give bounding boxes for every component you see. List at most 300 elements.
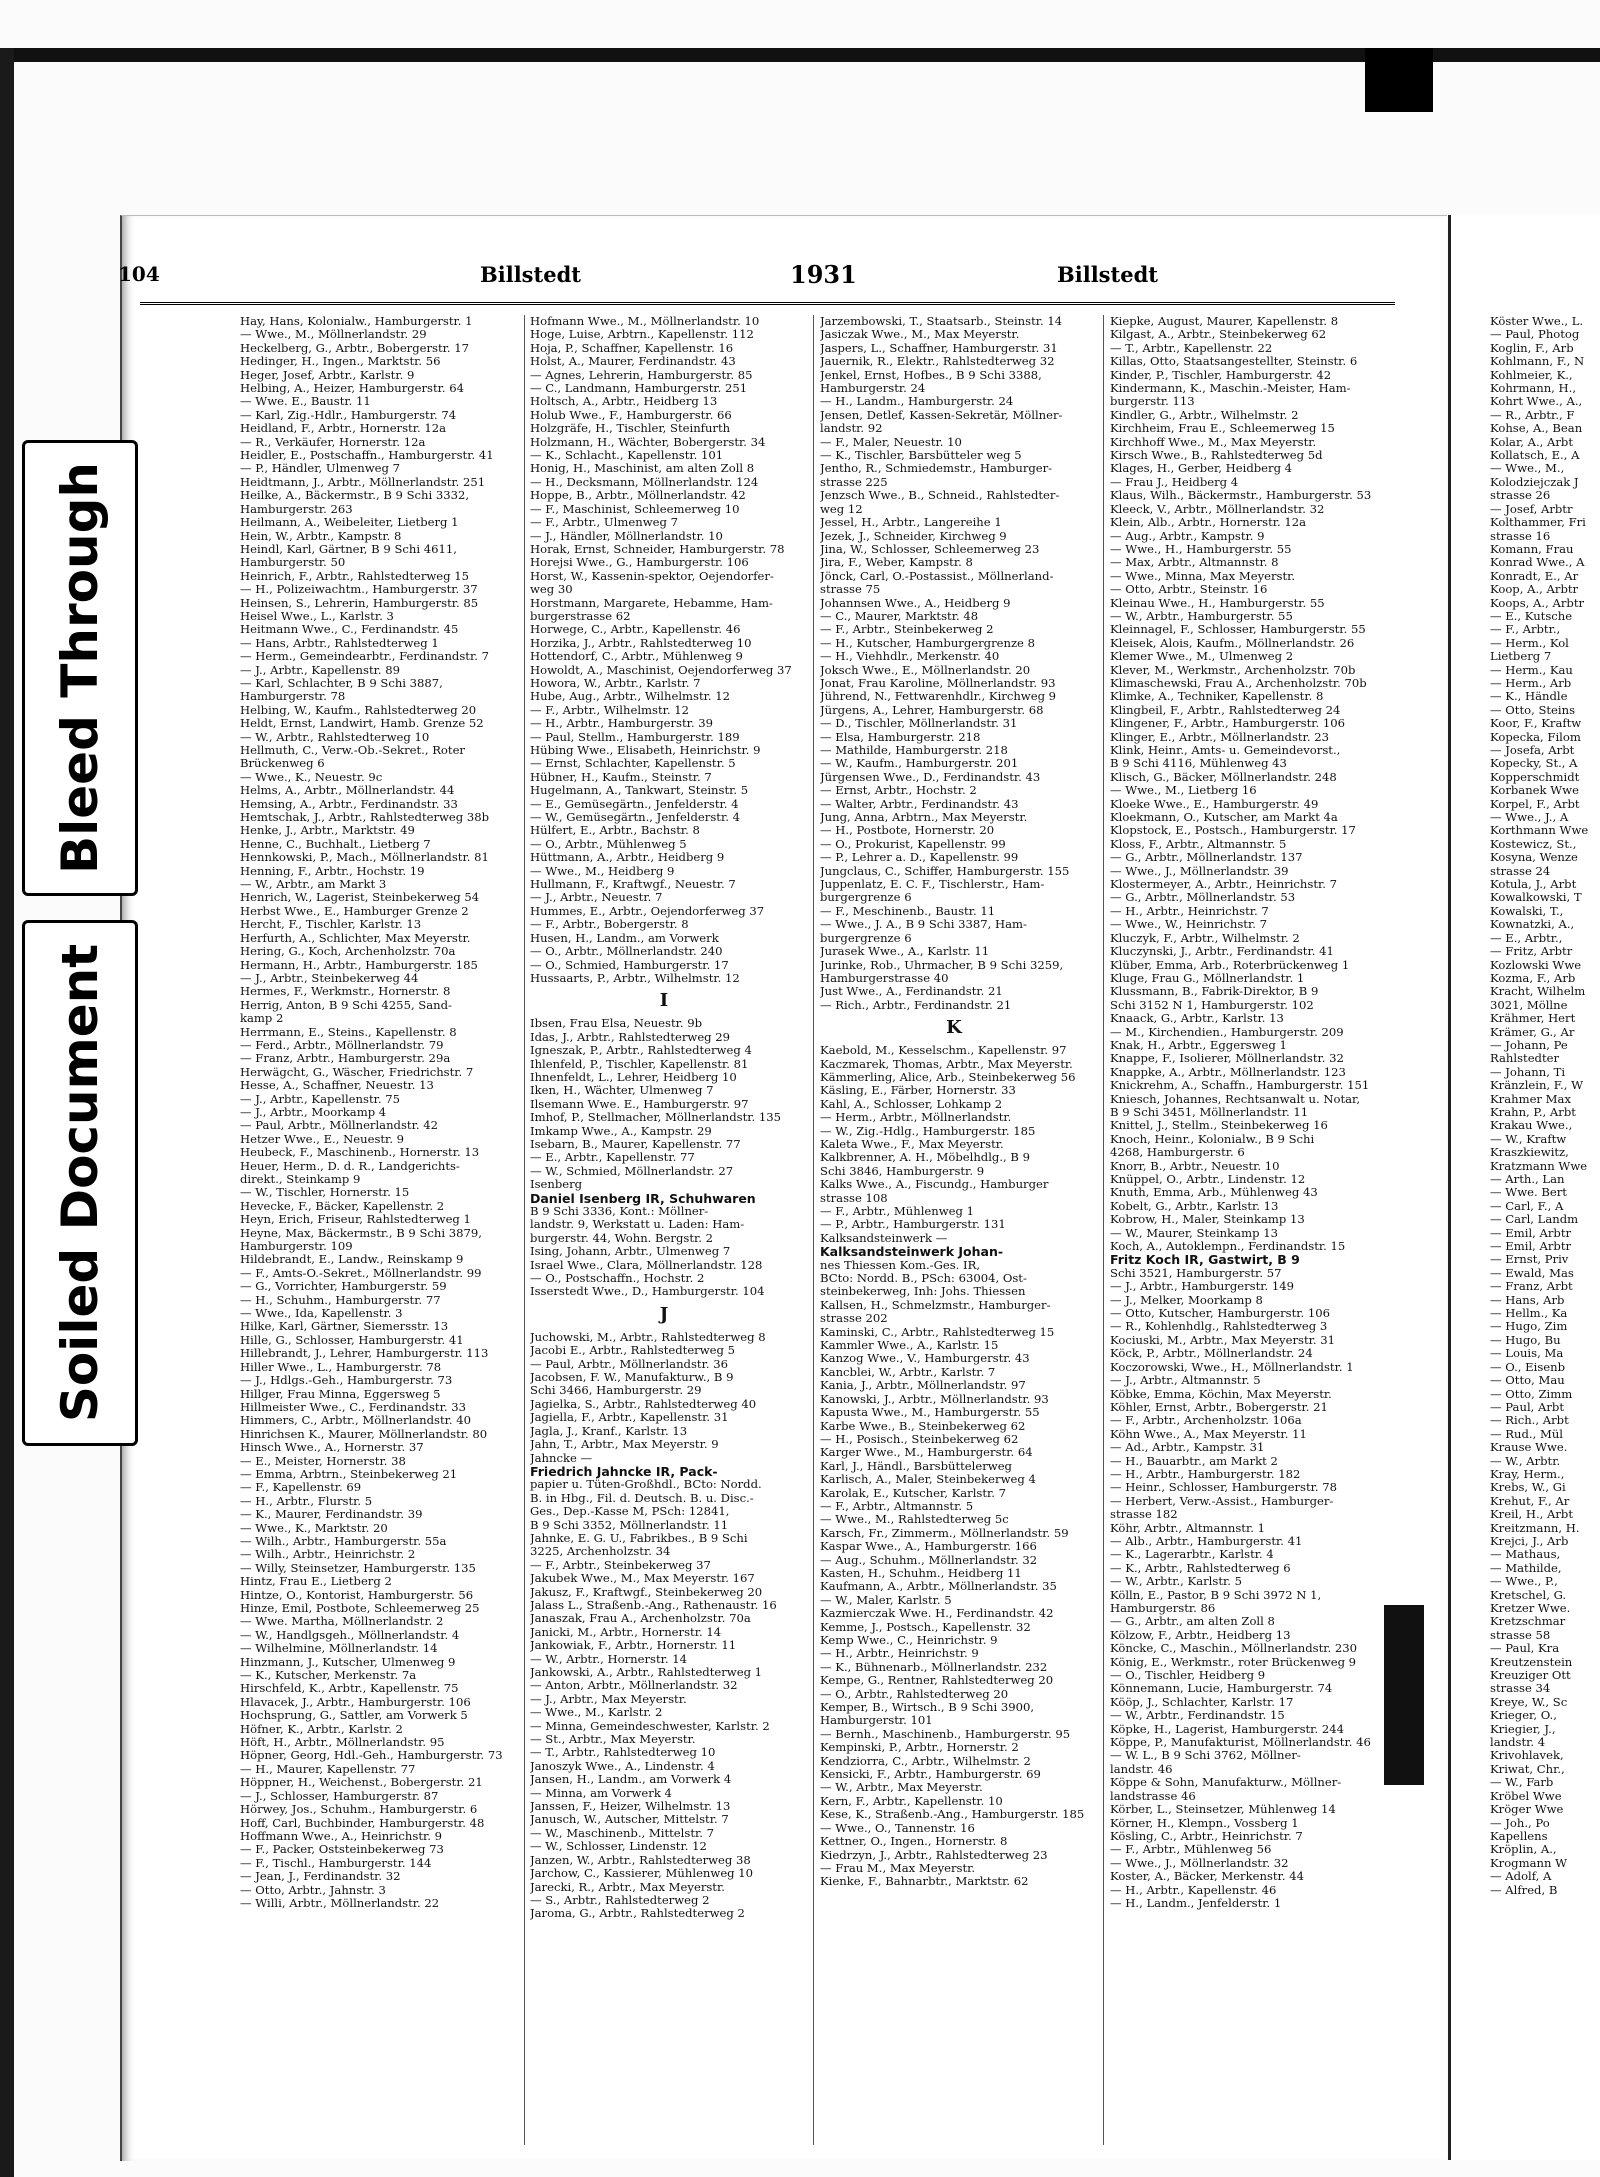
directory-entry: — Herm., Gemeindearbtr., Ferdinandstr. 7 bbox=[240, 649, 489, 664]
directory-entry: Hofmann Wwe., M., Möllnerlandstr. 10 bbox=[530, 315, 760, 328]
directory-entry: — H., Arbtr., Hamburgerstr. 182 bbox=[1110, 1466, 1301, 1481]
directory-entry: Hülfert, E., Arbtr., Bachstr. 8 bbox=[530, 823, 700, 838]
directory-entry: Hübing Wwe., Elisabeth, Heinrichstr. 9 bbox=[530, 743, 761, 757]
adjacent-page-entry: — Hugo, Zim bbox=[1490, 1319, 1568, 1334]
directory-entry: Jenkel, Ernst, Hofbes., B 9 Schi 3388, bbox=[820, 367, 1042, 382]
adjacent-page-entry: Korpel, F., Arbt bbox=[1490, 796, 1580, 811]
directory-entry: Jarchow, C., Kassierer, Mühlenweg 10 bbox=[530, 1866, 754, 1881]
adjacent-page-entry: — Mathaus, bbox=[1490, 1547, 1561, 1562]
directory-entry: Himmers, C., Arbtr., Möllnerlandstr. 40 bbox=[240, 1413, 472, 1428]
directory-entry: Janoszyk Wwe., A., Lindenstr. 4 bbox=[530, 1758, 715, 1773]
directory-entry: Kilgast, A., Arbtr., Steinbekerweg 62 bbox=[1110, 327, 1327, 342]
adjacent-page-entry: — Johann, Ti bbox=[1490, 1064, 1566, 1079]
directory-entry: Kanzog Wwe., V., Hamburgerstr. 43 bbox=[820, 1351, 1030, 1366]
directory-entry: — Herm., Arbtr., Möllnerlandstr. bbox=[820, 1110, 1012, 1125]
directory-entry: Jahnke, E. G. U., Fabrikbes., B 9 Schi bbox=[530, 1530, 748, 1545]
directory-entry: — Wwe., J., Möllnerlandstr. 32 bbox=[1110, 1855, 1289, 1870]
directory-entry: — Bernh., Maschinenb., Hamburgerstr. 95 bbox=[820, 1726, 1071, 1741]
adjacent-page-entry: Krogmann W bbox=[1490, 1855, 1568, 1870]
directory-entry: Jacobi E., Arbtr., Rahlstedterweg 5 bbox=[530, 1343, 735, 1358]
directory-entry: Kaleta Wwe., F., Max Meyerstr. bbox=[820, 1136, 1004, 1151]
directory-entry: Jaroma, G., Arbtr., Rahlstedterweg 2 bbox=[530, 1906, 745, 1921]
directory-entry: Kleisek, Alois, Kaufm., Möllnerlandstr. 26 bbox=[1110, 635, 1355, 650]
side-labels bbox=[22, 440, 132, 1440]
adjacent-page-entry: Kratzmann Wwe bbox=[1490, 1158, 1588, 1173]
adjacent-page-entry: Krebs, W., Gi bbox=[1490, 1480, 1566, 1495]
directory-entry: Hemsing, A., Arbtr., Ferdinandstr. 33 bbox=[240, 796, 458, 811]
directory-entry: Klemer Wwe., M., Ulmenweg 2 bbox=[1110, 649, 1294, 664]
directory-entry: Hochsprung, G., Sattler, am Vorwerk 5 bbox=[240, 1708, 468, 1723]
adjacent-page-entry: Kracht, Wilhelm bbox=[1490, 984, 1586, 999]
directory-entry: — Frau M., Max Meyerstr. bbox=[820, 1860, 976, 1875]
directory-entry: Kahl, A., Schlosser, Lohkamp 2 bbox=[820, 1096, 1003, 1111]
directory-entry: Kööp, J., Schlachter, Karlstr. 17 bbox=[1110, 1694, 1294, 1709]
directory-entry: weg 30 bbox=[530, 582, 573, 597]
directory-entry: — G., Arbtr., Möllnerlandstr. 137 bbox=[1110, 850, 1303, 865]
adjacent-page-entry: Kohrmann, H., bbox=[1490, 381, 1577, 396]
directory-entry: Kindermann, K., Maschin.-Meister, Ham- bbox=[1110, 381, 1351, 396]
directory-entry: Herfurth, A., Schlichter, Max Meyerstr. bbox=[240, 930, 471, 945]
directory-entry: Jagla, J., Kranf., Karlstr. 13 bbox=[530, 1423, 688, 1438]
directory-entry: — H., Arbtr., Heinrichstr. 7 bbox=[1110, 903, 1269, 918]
header-town-left: Billstedt bbox=[480, 262, 581, 287]
adjacent-page-entry: — Wwe., J., A bbox=[1490, 810, 1569, 825]
directory-entry: — Elsa, Hamburgerstr. 218 bbox=[820, 729, 981, 744]
directory-entry: — H., Arbtr., Flurstr. 5 bbox=[240, 1493, 373, 1508]
directory-entry: Schi 3466, Hamburgerstr. 29 bbox=[530, 1383, 702, 1398]
directory-entry: Henke, J., Arbtr., Marktstr. 49 bbox=[240, 823, 415, 838]
adjacent-page-entry: Kreutzenstein bbox=[1490, 1654, 1573, 1669]
directory-entry: — P., Händler, Ulmenweg 7 bbox=[240, 461, 400, 476]
directory-entry: Jagiella, F., Arbtr., Kapellenstr. 31 bbox=[530, 1410, 729, 1425]
directory-entry: — Karl, Zig.-Hdlr., Hamburgerstr. 74 bbox=[240, 407, 457, 422]
page-number: 104 bbox=[118, 262, 160, 286]
directory-entry: Kern, F., Arbtr., Kapellenstr. 10 bbox=[820, 1793, 1003, 1808]
directory-entry: — Max, Arbtr., Altmannstr. 8 bbox=[1110, 555, 1279, 570]
directory-column-4 bbox=[1110, 315, 1378, 2150]
directory-entry: — J., Händler, Möllnerlandstr. 10 bbox=[530, 528, 723, 543]
directory-entry: — Paul, Arbtr., Möllnerlandstr. 42 bbox=[240, 1118, 438, 1133]
adjacent-page-entry: — Wwe., M., bbox=[1490, 461, 1565, 476]
directory-entry: Kloss, F., Arbtr., Altmannstr. 5 bbox=[1110, 836, 1287, 851]
directory-entry: Kemme, J., Postsch., Kapellenstr. 32 bbox=[820, 1619, 1031, 1634]
directory-entry: Kociuski, M., Arbtr., Max Meyerstr. 31 bbox=[1110, 1332, 1335, 1347]
adjacent-page-entry: — Hugo, Bu bbox=[1490, 1332, 1561, 1347]
directory-entry: Hedinger, H., Ingen., Marktstr. 56 bbox=[240, 354, 441, 369]
directory-entry: — Wwe., M., Karlstr. 2 bbox=[530, 1705, 663, 1720]
directory-entry: Janssen, F., Heizer, Wilhelmstr. 13 bbox=[530, 1799, 731, 1814]
adjacent-page-entry: Krivohlavek, bbox=[1490, 1748, 1564, 1763]
directory-entry: Horejsi Wwe., G., Hamburgerstr. 106 bbox=[530, 555, 749, 570]
directory-entry: Holtsch, A., Arbtr., Heidberg 13 bbox=[530, 394, 718, 409]
adjacent-page-entry: Korbanek Wwe bbox=[1490, 783, 1579, 798]
directory-entry: Klaus, Wilh., Bäckermstr., Hamburgerstr. 53 bbox=[1110, 488, 1372, 503]
directory-entry: — M., Kirchendien., Hamburgerstr. 209 bbox=[1110, 1024, 1344, 1039]
directory-entry: Karlisch, A., Maler, Steinbekerweg 4 bbox=[820, 1472, 1036, 1487]
directory-entry: Hiller Wwe., L., Hamburgerstr. 78 bbox=[240, 1359, 442, 1374]
adjacent-page-entry: — Paul, Arbt bbox=[1490, 1399, 1565, 1414]
adjacent-page-entry: strasse 26 bbox=[1490, 488, 1551, 503]
directory-entry: — T., Arbtr., Rahlstedterweg 10 bbox=[530, 1745, 716, 1760]
adjacent-page-entry: Krejci, J., Arb bbox=[1490, 1533, 1569, 1548]
directory-entry: — W., Maurer, Steinkamp 13 bbox=[1110, 1225, 1278, 1240]
directory-entry: Knaack, G., Arbtr., Karlstr. 13 bbox=[1110, 1011, 1284, 1026]
directory-entry: Imkamp Wwe., A., Kampstr. 29 bbox=[530, 1123, 712, 1138]
adjacent-page-entry: Köster Wwe., L. bbox=[1490, 315, 1584, 328]
soiled-document-label bbox=[22, 920, 138, 1446]
adjacent-page-entry: Koglin, F., Arb bbox=[1490, 340, 1574, 355]
adjacent-page-entry: Rahlstedter bbox=[1490, 1051, 1560, 1066]
directory-entry: Kluczynski, J., Arbtr., Ferdinandstr. 41 bbox=[1110, 944, 1334, 959]
directory-entry: Hilke, Karl, Gärtner, Siemersstr. 13 bbox=[240, 1319, 449, 1334]
directory-entry: — Wwe., O., Tannenstr. 16 bbox=[820, 1820, 975, 1835]
directory-entry: Israel Wwe., Clara, Möllnerlandstr. 128 bbox=[530, 1257, 763, 1272]
directory-entry: Köhler, Ernst, Arbtr., Bobergerstr. 21 bbox=[1110, 1399, 1328, 1414]
directory-entry: Kniesch, Johannes, Rechtsanwalt u. Notar, bbox=[1110, 1091, 1361, 1106]
adjacent-page-entry: — Otto, Mau bbox=[1490, 1373, 1565, 1388]
directory-entry: Klink, Heinr., Amts- u. Gemeindevorst., bbox=[1110, 743, 1341, 757]
directory-entry: Herbst Wwe., E., Hamburger Grenze 2 bbox=[240, 903, 469, 918]
directory-entry: — Wwe., M., Möllnerlandstr. 29 bbox=[240, 327, 427, 342]
adjacent-page-entry: Kray, Herm., bbox=[1490, 1466, 1565, 1481]
section-letter: I bbox=[659, 990, 669, 1012]
adjacent-page-entry: Kownatzki, A., bbox=[1490, 917, 1575, 932]
adjacent-page-entry: Kreye, W., Sc bbox=[1490, 1694, 1568, 1709]
directory-entry: Karolak, E., Kutscher, Karlstr. 7 bbox=[820, 1485, 1007, 1500]
directory-entry: — J., Arbtr., Kapellenstr. 75 bbox=[240, 1091, 401, 1106]
directory-entry: Herrmann, E., Steins., Kapellenstr. 8 bbox=[240, 1024, 457, 1039]
directory-entry: Knuth, Emma, Arb., Mühlenweg 43 bbox=[1110, 1185, 1318, 1200]
directory-entry: Hesse, A., Schaffner, Neuestr. 13 bbox=[240, 1078, 434, 1093]
directory-entry: Jaspers, L., Schaffner, Hamburgerstr. 31 bbox=[820, 340, 1058, 355]
directory-entry: Hermes, F., Werkmstr., Hornerstr. 8 bbox=[240, 984, 451, 999]
directory-entry: Jenzsch Wwe., B., Schneid., Rahlstedter- bbox=[820, 488, 1060, 503]
directory-entry: — Wwe., J., Möllnerlandstr. 39 bbox=[1110, 863, 1289, 878]
directory-entry: Jina, W., Schlosser, Schleemerweg 23 bbox=[820, 541, 1040, 556]
directory-entry: Schi 3846, Hamburgerstr. 9 bbox=[820, 1163, 985, 1178]
directory-entry: Jührend, N., Fettwarenhdlr., Kirchweg 9 bbox=[820, 689, 1057, 704]
directory-entry: Kaspar Wwe., A., Hamburgerstr. 166 bbox=[820, 1539, 1037, 1554]
directory-entry: — Frau J., Heidberg 4 bbox=[1110, 474, 1239, 489]
adjacent-page-entry: — R., Arbtr., F bbox=[1490, 407, 1575, 422]
adjacent-page-entry: Kohlmeier, K., bbox=[1490, 367, 1573, 382]
directory-entry: Kettner, O., Ingen., Hornerstr. 8 bbox=[820, 1834, 1008, 1849]
directory-entry: Jankowski, A., Arbtr., Rahlstedterweg 1 bbox=[530, 1665, 763, 1679]
adjacent-page-entry: — Josefa, Arbt bbox=[1490, 743, 1575, 757]
directory-entry: Holzgräfe, H., Tischler, Steinfurth bbox=[530, 421, 731, 436]
adjacent-page-entry: Koops, A., Arbtr bbox=[1490, 595, 1585, 610]
directory-entry: Heinsen, S., Lehrerin, Hamburgerstr. 85 bbox=[240, 595, 479, 610]
directory-entry: Knappke, A., Arbtr., Möllnerlandstr. 123 bbox=[1110, 1064, 1346, 1079]
bleed-through-label bbox=[22, 440, 138, 896]
directory-entry: — W., Handlgsgeh., Möllnerlandstr. 4 bbox=[240, 1627, 460, 1642]
directory-entry: — H., Arbtr., Hamburgerstr. 39 bbox=[530, 716, 714, 731]
adjacent-page-entry: — Herm., Kol bbox=[1490, 635, 1569, 650]
directory-entry: Karsch, Fr., Zimmerm., Möllnerlandstr. 59 bbox=[820, 1525, 1069, 1540]
directory-entry: Kapusta Wwe., M., Hamburgerstr. 55 bbox=[820, 1405, 1040, 1420]
directory-entry: — P., Arbtr., Hamburgerstr. 131 bbox=[820, 1217, 1006, 1232]
directory-entry: Knüppel, O., Arbtr., Lindenstr. 12 bbox=[1110, 1172, 1306, 1186]
scanner-left-edge bbox=[0, 48, 14, 2177]
directory-entry: Kiepke, August, Maurer, Kapellenstr. 8 bbox=[1110, 315, 1339, 328]
directory-entry: papier u. Tüten-Großhdl., BCto: Nordd. bbox=[530, 1477, 762, 1492]
directory-entry: B 9 Schi 3451, Möllnerlandstr. 11 bbox=[1110, 1104, 1309, 1119]
directory-entry: Heyn, Erich, Friseur, Rahlstedterweg 1 bbox=[240, 1212, 471, 1227]
directory-entry: — H., Landm., Jenfelderstr. 1 bbox=[1110, 1895, 1282, 1910]
directory-entry: — R., Verkäufer, Hornerstr. 12a bbox=[240, 434, 426, 449]
directory-entry: Hinze, Emil, Postbote, Schleemerweg 25 bbox=[240, 1601, 480, 1615]
adjacent-page-entry: Kreuziger Ott bbox=[1490, 1668, 1571, 1683]
directory-entry: Knappe, F., Isolierer, Möllnerlandstr. 32 bbox=[1110, 1051, 1344, 1066]
directory-entry: strasse 202 bbox=[820, 1311, 888, 1326]
directory-entry: Kluge, Frau G., Möllnerlandstr. 1 bbox=[1110, 970, 1305, 985]
directory-entry: — F., Arbtr., Steinbekerweg 2 bbox=[820, 622, 994, 637]
directory-entry: landstr. 92 bbox=[820, 421, 883, 436]
adjacent-page-entry: — Franz, Arbt bbox=[1490, 1279, 1573, 1294]
directory-entry: — K., Arbtr., Rahlstedterweg 6 bbox=[1110, 1560, 1291, 1575]
directory-entry: Kaebold, M., Kesselschm., Kapellenstr. 97 bbox=[820, 1043, 1067, 1058]
directory-entry: Kaufmann, A., Arbtr., Möllnerlandstr. 35 bbox=[820, 1579, 1057, 1594]
directory-entry: Kalks Wwe., A., Fiscundg., Hamburger bbox=[820, 1177, 1049, 1192]
adjacent-page-entry: — Rud., Mül bbox=[1490, 1426, 1563, 1441]
directory-entry: Käsling, E., Färber, Hornerstr. 33 bbox=[820, 1083, 1016, 1098]
directory-entry: — W. L., B 9 Schi 3762, Möllner- bbox=[1110, 1748, 1301, 1763]
directory-entry: Kösling, C., Arbtr., Heinrichstr. 7 bbox=[1110, 1828, 1303, 1843]
directory-entry: — W., Maschinenb., Mittelstr. 7 bbox=[530, 1825, 714, 1840]
directory-entry: B. in Hbg., Fil. d. Deutsch. B. u. Disc.- bbox=[530, 1490, 754, 1505]
directory-entry: steinbekerweg, Inh: Johs. Thiessen bbox=[820, 1284, 1026, 1299]
directory-entry: Kindler, G., Arbtr., Wilhelmstr. 2 bbox=[1110, 407, 1299, 422]
directory-entry: Isenberg bbox=[530, 1177, 583, 1192]
directory-entry: Kasten, H., Schuhm., Heidberg 11 bbox=[820, 1565, 1022, 1580]
directory-entry: Karbe Wwe., B., Steinbekerweg 62 bbox=[820, 1418, 1026, 1433]
directory-entry: — Wwe., M., Heidberg 9 bbox=[530, 863, 675, 878]
directory-entry: Kleeck, V., Arbtr., Möllnerlandstr. 32 bbox=[1110, 501, 1325, 516]
directory-entry: — J., Arbtr., Kapellenstr. 89 bbox=[240, 662, 401, 677]
directory-entry: Köbke, Emma, Köchin, Max Meyerstr. bbox=[1110, 1386, 1332, 1401]
directory-entry: — H., Arbtr., Heinrichstr. 9 bbox=[820, 1646, 979, 1661]
directory-entry: — H., Bauarbtr., am Markt 2 bbox=[1110, 1453, 1278, 1468]
adjacent-page-entry: Koor, F., Kraftw bbox=[1490, 716, 1582, 731]
directory-entry: Jira, F., Weber, Kampstr. 8 bbox=[820, 555, 973, 570]
directory-entry: — J., Arbtr., Moorkamp 4 bbox=[240, 1104, 387, 1119]
directory-entry: — H., Arbtr., Kapellenstr. 46 bbox=[1110, 1882, 1277, 1897]
directory-entry: Hoppe, B., Arbtr., Möllnerlandstr. 42 bbox=[530, 488, 746, 503]
directory-advert-entry: Fritz Koch IR, Gastwirt, B 9 bbox=[1110, 1252, 1300, 1268]
directory-entry: Isebarn, B., Maurer, Kapellenstr. 77 bbox=[530, 1136, 741, 1151]
adjacent-page-entry: — Otto, Zimm bbox=[1490, 1386, 1573, 1401]
directory-entry: — F., Arbtr., Steinbekerweg 37 bbox=[530, 1557, 711, 1572]
directory-entry: Ihnenfeldt, L., Lehrer, Heidberg 10 bbox=[530, 1069, 737, 1084]
adjacent-page-entry: — Joh., Po bbox=[1490, 1815, 1550, 1830]
adjacent-page-entry: Krakau Wwe., bbox=[1490, 1118, 1573, 1133]
directory-entry: Höft, H., Arbtr., Möllnerlandstr. 95 bbox=[240, 1735, 445, 1750]
adjacent-page-entry: landstr. 4 bbox=[1490, 1735, 1546, 1750]
directory-column-1 bbox=[240, 315, 508, 2150]
directory-entry: — Wwe., M., Lietberg 16 bbox=[1110, 783, 1257, 798]
directory-entry: — H., Kutscher, Hamburgergrenze 8 bbox=[820, 635, 1035, 650]
directory-column-2 bbox=[530, 315, 798, 2150]
directory-entry: Kemper, B., Wirtsch., B 9 Schi 3900, bbox=[820, 1700, 1035, 1715]
adjacent-page-entry: Kröplin, A., bbox=[1490, 1842, 1557, 1857]
directory-entry: Johannsen Wwe., A., Heidberg 9 bbox=[820, 595, 1011, 610]
directory-entry: Hille, G., Schlosser, Hamburgerstr. 41 bbox=[240, 1332, 464, 1347]
directory-entry: Jahncke — bbox=[530, 1450, 593, 1465]
directory-entry: — G., Arbtr., am alten Zoll 8 bbox=[1110, 1614, 1275, 1629]
directory-entry: Klisch, G., Bäcker, Möllnerlandstr. 248 bbox=[1110, 769, 1337, 784]
adjacent-page-entry: Konradt, E., Ar bbox=[1490, 568, 1579, 583]
directory-entry: B 9 Schi 4116, Mühlenweg 43 bbox=[1110, 756, 1287, 771]
directory-entry: Köppe, P., Manufakturist, Möllnerlandstr. 46 bbox=[1110, 1735, 1371, 1750]
directory-entry: Heinrich, F., Arbtr., Rahlstedterweg 15 bbox=[240, 568, 470, 583]
directory-entry: Kleinnagel, F., Schlosser, Hamburgerstr. 55 bbox=[1110, 622, 1366, 637]
directory-entry: Karl, J., Händl., Barsbüttelerweg bbox=[820, 1458, 1012, 1473]
directory-entry: strasse 225 bbox=[820, 474, 888, 489]
directory-entry: — Ernst, Schlachter, Kapellenstr. 5 bbox=[530, 756, 736, 771]
directory-entry: Heitmann Wwe., C., Ferdinandstr. 45 bbox=[240, 622, 459, 637]
directory-entry: — O., Prokurist, Kapellenstr. 99 bbox=[820, 836, 1006, 851]
directory-entry: — W., Schlosser, Lindenstr. 12 bbox=[530, 1839, 707, 1854]
adjacent-page-entry: Kretzschmar bbox=[1490, 1614, 1566, 1629]
directory-entry: — J., Hdlgs.-Geh., Hamburgerstr. 73 bbox=[240, 1373, 453, 1388]
directory-entry: Klimke, A., Techniker, Kapellenstr. 8 bbox=[1110, 689, 1324, 704]
directory-entry: Hillger, Frau Minna, Eggersweg 5 bbox=[240, 1386, 441, 1401]
adjacent-page-entry: Kreitzmann, H. bbox=[1490, 1520, 1580, 1535]
directory-entry: Klingener, F., Arbtr., Hamburgerstr. 106 bbox=[1110, 716, 1346, 731]
directory-entry: Horzika, J., Arbtr., Rahlstedterweg 10 bbox=[530, 635, 752, 650]
adjacent-page-entry: — Johann, Pe bbox=[1490, 1037, 1568, 1052]
adjacent-page-entry: — W., Kraftw bbox=[1490, 1131, 1567, 1146]
directory-entry: Horstmann, Margarete, Hebamme, Ham- bbox=[530, 595, 773, 610]
directory-entry: Herwägcht, G., Wäscher, Friedrichstr. 7 bbox=[240, 1064, 474, 1079]
directory-entry: Köncke, C., Maschin., Möllnerlandstr. 230 bbox=[1110, 1641, 1358, 1656]
directory-entry: — W., Arbtr., Rahlstedterweg 10 bbox=[240, 729, 430, 744]
directory-entry: Jessel, H., Arbtr., Langereihe 1 bbox=[820, 515, 1002, 530]
directory-entry: — Wwe. E., Baustr. 11 bbox=[240, 394, 371, 409]
directory-entry: Kempinski, P., Arbtr., Hornerstr. 2 bbox=[820, 1740, 1019, 1755]
directory-entry: — Wwe. Martha, Möllnerlandstr. 2 bbox=[240, 1614, 444, 1629]
adjacent-page-entry: strasse 16 bbox=[1490, 528, 1551, 543]
directory-entry: Heindl, Karl, Gärtner, B 9 Schi 4611, bbox=[240, 541, 457, 556]
directory-entry: Kancblei, W., Arbtr., Karlstr. 7 bbox=[820, 1364, 996, 1379]
directory-entry: — K., Tischler, Barsbütteler weg 5 bbox=[820, 448, 1022, 463]
adjacent-page-entry: — E., Arbtr., bbox=[1490, 930, 1563, 945]
directory-entry: Heidland, F., Arbtr., Hornerstr. 12a bbox=[240, 421, 447, 436]
directory-entry: Jauernik, R., Elektr., Rahlstedterweg 32 bbox=[820, 354, 1055, 369]
directory-entry: Kallsen, H., Schmelzmstr., Hamburger- bbox=[820, 1297, 1051, 1312]
directory-entry: landstr. 9, Werkstatt u. Laden: Ham- bbox=[530, 1217, 745, 1232]
adjacent-page-entry: Kopperschmidt bbox=[1490, 769, 1580, 784]
directory-entry: — Alb., Arbtr., Hamburgerstr. 41 bbox=[1110, 1533, 1303, 1548]
adjacent-page-entry: — Paul, Photog bbox=[1490, 327, 1580, 342]
directory-entry: — Heinr., Schlosser, Hamburgerstr. 78 bbox=[1110, 1480, 1338, 1495]
binding-shadow-mid bbox=[1384, 1605, 1424, 1785]
directory-entry: Köppe & Sohn, Manufakturw., Möllner- bbox=[1110, 1775, 1342, 1790]
directory-entry: Helbing, W., Kaufm., Rahlstedterweg 20 bbox=[240, 702, 477, 717]
directory-entry: Hullmann, F., Kraftwgf., Neuestr. 7 bbox=[530, 877, 736, 892]
directory-entry: B 9 Schi 3336, Kont.: Möllner- bbox=[530, 1204, 709, 1218]
directory-entry: — St., Arbtr., Max Meyerstr. bbox=[530, 1732, 696, 1747]
adjacent-page-entry: strasse 34 bbox=[1490, 1681, 1551, 1696]
directory-entry: Klostermeyer, A., Arbtr., Heinrichstr. 7 bbox=[1110, 877, 1337, 892]
directory-entry: Holzmann, H., Wächter, Bobergerstr. 34 bbox=[530, 434, 766, 449]
adjacent-page-entry: — Fritz, Arbtr bbox=[1490, 944, 1573, 959]
directory-entry: — J., Arbtr., Hamburgerstr. 149 bbox=[1110, 1279, 1295, 1294]
adjacent-page-entry: Kränzlein, F., W bbox=[1490, 1078, 1584, 1093]
directory-entry: — K., Maurer, Ferdinandstr. 39 bbox=[240, 1507, 423, 1522]
directory-entry: Henning, F., Arbtr., Hochstr. 19 bbox=[240, 863, 425, 878]
directory-entry: Janusch, W., Autscher, Mittelstr. 7 bbox=[530, 1812, 729, 1827]
directory-entry: — W., Arbtr., Hornerstr. 14 bbox=[530, 1651, 688, 1666]
directory-entry: 3225, Archenholzstr. 34 bbox=[530, 1544, 671, 1559]
directory-entry: Heldt, Ernst, Landwirt, Hamb. Grenze 52 bbox=[240, 716, 484, 731]
directory-entry: Kalksandsteinwerk — bbox=[820, 1230, 948, 1245]
adjacent-page-entry: — Mathilde, bbox=[1490, 1560, 1562, 1575]
adjacent-page-entry: — Ernst, Priv bbox=[1490, 1252, 1569, 1267]
directory-entry: B 9 Schi 3352, Möllnerlandstr. 11 bbox=[530, 1517, 729, 1532]
directory-entry: Igneszak, P., Arbtr., Rahlstedterweg 4 bbox=[530, 1043, 752, 1058]
directory-entry: strasse 75 bbox=[820, 582, 881, 597]
directory-entry: — Paul, Arbtr., Möllnerlandstr. 36 bbox=[530, 1356, 728, 1371]
directory-entry: Jacobsen, F. W., Manufakturw., B 9 bbox=[530, 1370, 734, 1385]
adjacent-page-entry: — Herm., Kau bbox=[1490, 662, 1573, 677]
adjacent-page-entry: — K., Händle bbox=[1490, 689, 1568, 704]
directory-entry: Jentho, R., Schmiedemstr., Hamburger- bbox=[820, 461, 1053, 476]
directory-entry: Klever, M., Werkmstr., Archenholzstr. 70b bbox=[1110, 662, 1356, 677]
directory-entry: Kölln, E., Pastor, B 9 Schi 3972 N 1, bbox=[1110, 1587, 1322, 1602]
adjacent-page-entry: Krähmer, Hert bbox=[1490, 1011, 1576, 1026]
directory-entry: Kluczyk, F., Arbtr., Wilhelmstr. 2 bbox=[1110, 930, 1300, 945]
directory-entry: — E., Meister, Hornerstr. 38 bbox=[240, 1453, 406, 1468]
directory-entry: — Wwe., J. A., B 9 Schi 3387, Ham- bbox=[820, 917, 1027, 932]
directory-entry: Klussmann, B., Fabrik-Direktor, B 9 bbox=[1110, 984, 1319, 999]
directory-entry: Kobelt, G., Arbtr., Karlstr. 13 bbox=[1110, 1198, 1279, 1213]
adjacent-page-entry: Kohrt Wwe., A., bbox=[1490, 394, 1583, 409]
directory-entry: Hein, W., Arbtr., Kampstr. 8 bbox=[240, 528, 402, 543]
adjacent-page-entry: Kraszkiewitz, bbox=[1490, 1145, 1569, 1160]
directory-entry: Hoffmann Wwe., A., Heinrichstr. 9 bbox=[240, 1828, 443, 1843]
adjacent-page-entry: Kotula, J., Arbt bbox=[1490, 877, 1577, 892]
directory-entry: — K., Schlacht., Kapellenstr. 101 bbox=[530, 448, 724, 463]
directory-entry: — E., Gemüsegärtn., Jenfelderstr. 4 bbox=[530, 796, 739, 811]
adjacent-page-entry: Koop, A., Arbtr bbox=[1490, 582, 1579, 597]
directory-entry: Ising, Johann, Arbtr., Ulmenweg 7 bbox=[530, 1244, 731, 1259]
directory-entry: Hering, G., Koch, Archenholzstr. 70a bbox=[240, 944, 456, 959]
adjacent-page-entry: — F., Arbtr., bbox=[1490, 622, 1561, 637]
adjacent-page-entry: Lietberg 7 bbox=[1490, 649, 1552, 664]
directory-entry: Jungclaus, C., Schiffer, Hamburgerstr. 155 bbox=[820, 863, 1070, 878]
directory-entry: Hamburgerstr. 78 bbox=[240, 689, 346, 704]
adjacent-page-entry: Kreil, H., Arbt bbox=[1490, 1507, 1574, 1522]
directory-entry: direkt., Steinkamp 9 bbox=[240, 1172, 361, 1186]
directory-entry: — H., Postbote, Hornerstr. 20 bbox=[820, 823, 995, 838]
adjacent-page-entry: 3021, Möllne bbox=[1490, 997, 1568, 1012]
directory-entry: — K., Bühnenarb., Möllnerlandstr. 232 bbox=[820, 1659, 1048, 1674]
adjacent-page-entry: — Josef, Arbtr bbox=[1490, 501, 1573, 516]
directory-entry: Kammler Wwe., A., Karlstr. 15 bbox=[820, 1338, 999, 1353]
directory-entry: Heilmann, A., Weibeleiter, Lietberg 1 bbox=[240, 515, 459, 530]
directory-entry: Jakubek Wwe., M., Max Meyerstr. 167 bbox=[530, 1571, 755, 1586]
directory-entry: Horwege, C., Arbtr., Kapellenstr. 46 bbox=[530, 622, 741, 637]
directory-entry: — Otto, Arbtr., Steinstr. 16 bbox=[1110, 582, 1268, 597]
directory-entry: Henne, C., Buchhalt., Lietberg 7 bbox=[240, 836, 431, 851]
adjacent-page-entry: Kowalkowski, T bbox=[1490, 890, 1582, 905]
directory-entry: — O., Schmied, Hamburgerstr. 17 bbox=[530, 957, 729, 972]
directory-entry: — F., Meschinenb., Baustr. 11 bbox=[820, 903, 996, 918]
directory-entry: — O., Postschaffn., Hochstr. 2 bbox=[530, 1271, 705, 1286]
directory-entry: Hamburgerstr. 101 bbox=[820, 1713, 933, 1728]
directory-entry: Helms, A., Arbtr., Möllnerlandstr. 44 bbox=[240, 783, 455, 798]
